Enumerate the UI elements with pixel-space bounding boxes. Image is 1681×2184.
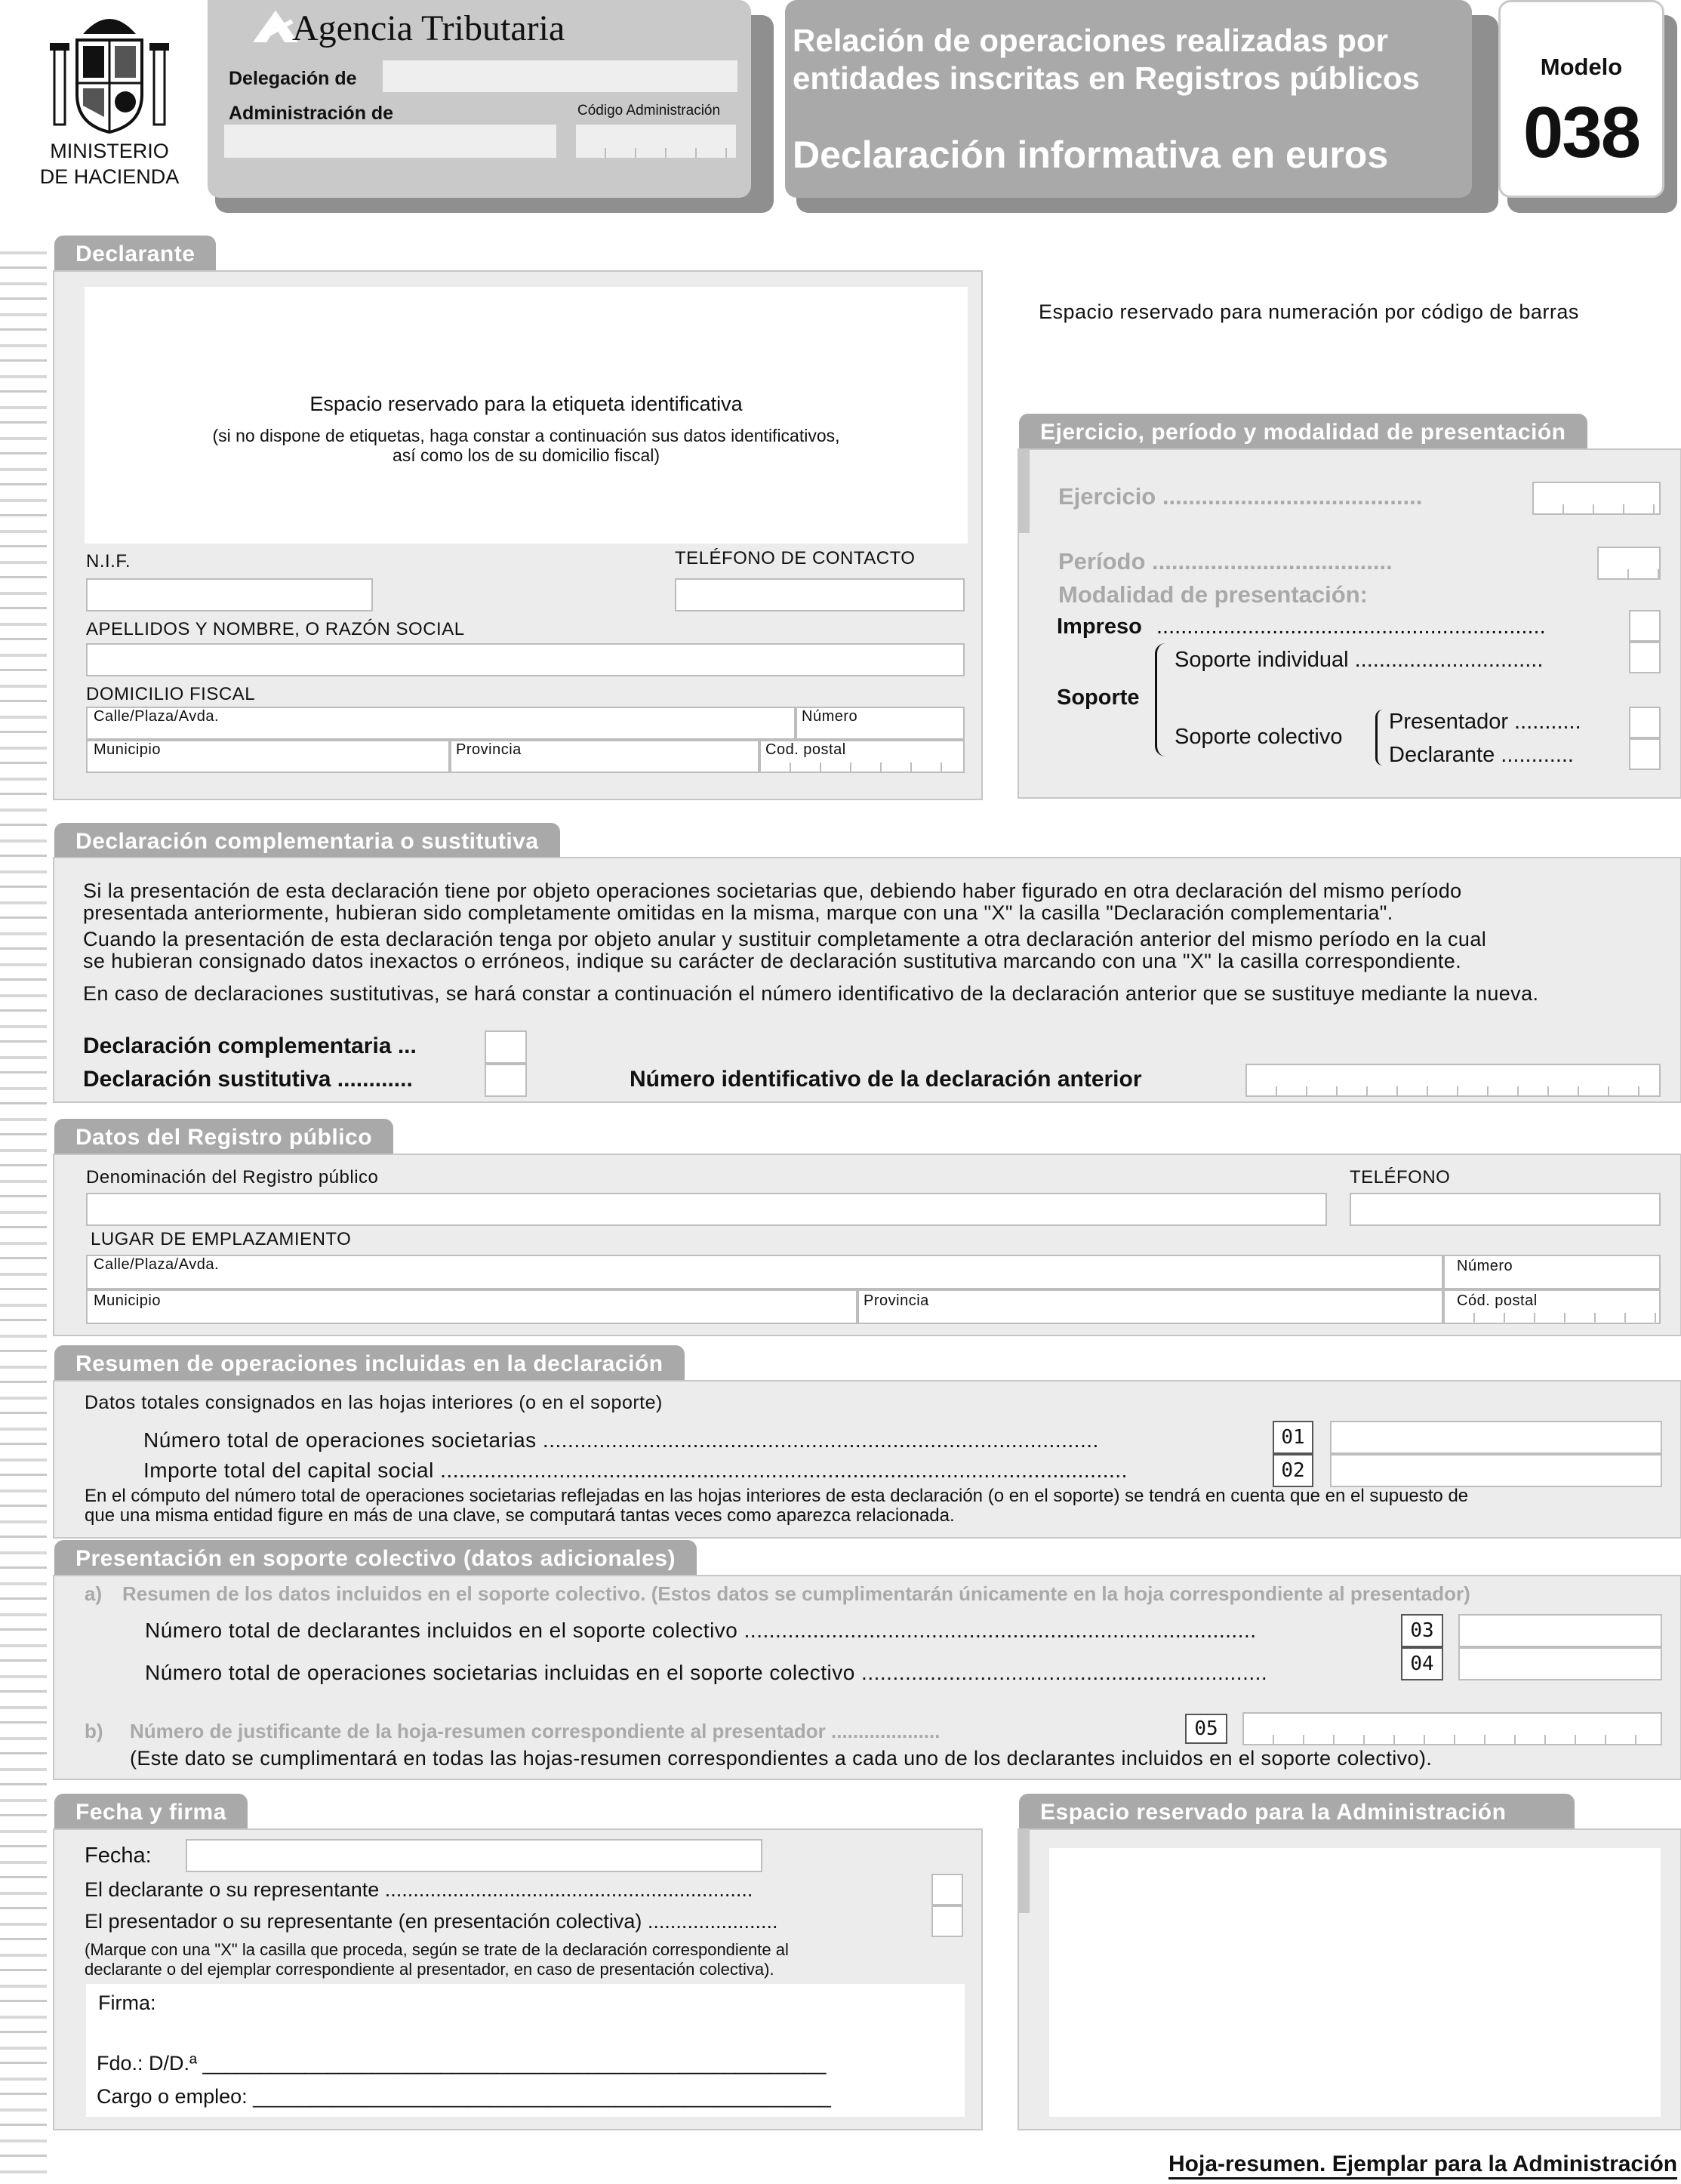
modelo-box <box>1498 0 1664 198</box>
sidebar-pattern <box>0 238 47 2184</box>
code-03: 03 <box>1401 1614 1443 1647</box>
colectivo-brace <box>1375 710 1388 765</box>
resumen-row1-label: Número total de operaciones societarias ......................................................................................... <box>143 1428 1099 1452</box>
administracion-input[interactable] <box>224 125 556 158</box>
modelo-label: Modelo <box>1540 54 1623 80</box>
label-space <box>85 287 968 544</box>
numero-anterior-label: Número identificativo de la declaración anterior <box>630 1067 1142 1092</box>
modalidad-label: Modalidad de presentación: <box>1058 581 1368 608</box>
colectivo-b-text: Número de justificante de la hoja-resumen correspondiente al presentador .................... <box>130 1720 941 1742</box>
firma-box[interactable] <box>86 1984 965 2117</box>
nif-label: N.I.F. <box>86 551 131 571</box>
colectivo-row3-label: Número total de declarantes incluidos en el soporte colectivo .................................................................................. <box>145 1619 1257 1642</box>
registro-telefono-input[interactable] <box>1350 1193 1661 1226</box>
firma-note1: (Marque con una "X" la casilla que proceda, según se trate de la declaración correspondiente al <box>85 1940 789 1959</box>
title-line1: Relación de operaciones realizadas por <box>793 23 1388 58</box>
registro-telefono-label: TELÉFONO <box>1350 1167 1451 1187</box>
municipio-label: Municipio <box>94 741 161 758</box>
title-box <box>785 0 1472 198</box>
firma-declarante-checkbox[interactable] <box>931 1874 963 1905</box>
resumen-row2-label: Importe total del capital social .............................................................................................................. <box>143 1459 1128 1482</box>
comp-p2-line2: se hubieran consignado datos inexactos o erróneos, indique su carácter de declaración sustitutiva marcando con una "X" la casilla correspondiente. <box>83 950 1462 972</box>
apellidos-label: APELLIDOS Y NOMBRE, O RAZÓN SOCIAL <box>86 619 465 639</box>
complementaria-panel <box>53 857 1681 1103</box>
comp-p3: En caso de declaraciones sustitutivas, se hará constar a continuación el número identificativo de la declaración anterior que se sustituye mediante la nueva. <box>83 982 1539 1005</box>
comp-p1-line1: Si la presentación de esta declaración tiene por objeto operaciones societarias que, debiendo haber figurado en otra declaración del mismo período <box>83 879 1462 902</box>
numero-label: Número <box>802 708 858 725</box>
telefono-input[interactable] <box>675 578 965 611</box>
periodo-input[interactable] <box>1597 547 1661 580</box>
agency-title: Agencia Tributaria <box>292 8 565 48</box>
comp-p1-line2: presentada anteriormente, hubieran sido completamente omitidas en la misma, marque con una "X" la casilla "Declaración complementaria". <box>83 901 1393 924</box>
delegacion-label: Delegación de <box>229 68 357 89</box>
firma-panel <box>53 1828 983 2130</box>
importe-capital-input[interactable] <box>1330 1454 1662 1487</box>
ejercicio-panel <box>1018 448 1681 799</box>
domicilio-label: DOMICILIO FISCAL <box>86 684 256 704</box>
label-space-note2: así como los de su domicilio fiscal) <box>392 445 660 465</box>
registro-municipio-label: Municipio <box>94 1292 161 1309</box>
provincia-label: Provincia <box>456 741 522 758</box>
complementaria-checkbox[interactable] <box>485 1030 527 1064</box>
declarante-checkbox[interactable] <box>1629 738 1661 770</box>
colectivo-b-label: b) <box>85 1720 103 1742</box>
tab-declarante: Declarante <box>54 236 216 273</box>
tab-ejercicio: Ejercicio, período y modalidad de presentación <box>1019 414 1587 451</box>
barcode-space: Espacio reservado para numeración por código de barras <box>1039 300 1579 323</box>
firma-note2: declarante o del ejemplar correspondiente al presentador, en caso de presentación colectiva). <box>85 1960 774 1979</box>
delegacion-input[interactable] <box>383 60 737 92</box>
presentador-checkbox[interactable] <box>1629 707 1661 738</box>
title-line2: entidades inscritas en Registros públicos <box>793 60 1420 96</box>
registro-municipio-input[interactable] <box>86 1289 857 1324</box>
denominacion-input[interactable] <box>86 1193 1327 1226</box>
code-04: 04 <box>1401 1647 1443 1680</box>
periodo-label: Período ..................................... <box>1058 548 1393 574</box>
complementaria-label: Declaración complementaria ... <box>83 1033 417 1058</box>
impreso-label: Impreso <box>1057 615 1142 639</box>
codpostal-label: Cod. postal <box>765 741 846 758</box>
ejercicio-input[interactable] <box>1532 482 1661 515</box>
ministry-name-line2: DE HACIENDA <box>39 165 180 188</box>
colectivo-a-text: Resumen de los datos incluidos en el soporte colectivo. (Estos datos se cumplimentarán únicamente en la hoja correspondiente al presentador) <box>122 1582 1470 1605</box>
coat-of-arms-icon <box>23 4 196 140</box>
sustitutiva-checkbox[interactable] <box>485 1064 527 1097</box>
soporte-individual-label: Soporte individual ............................... <box>1175 648 1544 672</box>
ejercicio-accent <box>1019 450 1030 533</box>
calle-label: Calle/Plaza/Avda. <box>94 708 219 725</box>
ministry-name-line1: MINISTERIO <box>50 140 169 162</box>
impreso-dots: ................................................................ <box>1156 615 1546 639</box>
numero-anterior-input[interactable] <box>1245 1064 1661 1097</box>
admin-space <box>1049 1848 1661 2117</box>
code-05: 05 <box>1185 1714 1227 1744</box>
soporte-individual-checkbox[interactable] <box>1629 642 1661 673</box>
administracion-label: Administración de <box>229 103 394 124</box>
fdo-line: Fdo.: D/D.ª _______________________________________________________ <box>97 2052 827 2075</box>
registro-calle-label: Calle/Plaza/Avda. <box>94 1256 219 1273</box>
firma-presentador-label: El presentador o su representante (en presentación colectiva) ....................... <box>85 1910 778 1933</box>
cargo-line: Cargo o empleo: ___________________________________________________ <box>97 2085 831 2108</box>
resumen-note1: En el cómputo del número total de operaciones societarias reflejadas en las hojas interiores de esta declaración (o en el soporte) se tendrá en cuenta que en el supuesto de <box>85 1486 1469 1506</box>
tab-resumen: Resumen de operaciones incluidas en la declaración <box>54 1345 685 1383</box>
registro-provincia-input[interactable] <box>857 1289 1443 1324</box>
fecha-label: Fecha: <box>85 1844 152 1868</box>
tab-colectivo: Presentación en soporte colectivo (datos adicionales) <box>54 1540 697 1578</box>
nif-input[interactable] <box>86 578 373 611</box>
code-01: 01 <box>1273 1421 1313 1454</box>
admin-panel <box>1018 1828 1681 2130</box>
telefono-label: TELÉFONO DE CONTACTO <box>675 548 916 568</box>
declarante-panel <box>53 270 983 800</box>
ejercicio-label: Ejercicio ........................................ <box>1058 483 1423 510</box>
impreso-checkbox[interactable] <box>1629 610 1661 642</box>
registro-panel <box>53 1154 1681 1336</box>
label-space-note1: (si no dispone de etiquetas, haga constar a continuación sus datos identificativos, <box>212 426 840 445</box>
apellidos-input[interactable] <box>86 643 965 676</box>
agency-box <box>208 0 751 198</box>
colectivo-b-note: (Este dato se cumplimentará en todas las hojas-resumen correspondientes a cada uno de los declarantes incluidos en el soporte colectivo). <box>130 1747 1433 1770</box>
modelo-number: 038 <box>1522 92 1640 173</box>
label-space-title: Espacio reservado para la etiqueta identificativa <box>309 393 743 415</box>
resumen-panel <box>53 1380 1681 1539</box>
tab-registro: Datos del Registro público <box>54 1119 393 1157</box>
registro-calle-input[interactable] <box>86 1255 1443 1289</box>
tab-complementaria: Declaración complementaria o sustitutiva <box>54 823 560 861</box>
registro-provincia-label: Provincia <box>864 1292 929 1309</box>
firma-presentador-checkbox[interactable] <box>931 1905 963 1937</box>
codigo-admin-input[interactable] <box>576 125 736 158</box>
colectivo-panel <box>53 1575 1681 1780</box>
tab-firma: Fecha y firma <box>54 1794 248 1831</box>
title-line3: Declaración informativa en euros <box>793 134 1389 176</box>
total-operaciones-colectivo-input[interactable] <box>1458 1647 1662 1680</box>
fecha-input[interactable] <box>186 1839 762 1872</box>
registro-numero-label: Número <box>1457 1258 1513 1274</box>
soporte-colectivo-label: Soporte colectivo <box>1175 725 1343 749</box>
registro-codpostal-label: Cód. postal <box>1457 1292 1538 1309</box>
soporte-label: Soporte <box>1057 685 1140 710</box>
codigo-admin-label: Código Administración <box>577 103 721 119</box>
firma-label: Firma: <box>98 1991 156 2014</box>
total-operaciones-input[interactable] <box>1330 1421 1662 1454</box>
resumen-intro: Datos totales consignados en las hojas interiores (o en el soporte) <box>85 1392 663 1413</box>
firma-declarante-label: El declarante o su representante ................................................................. <box>85 1878 753 1901</box>
comp-p2-line1: Cuando la presentación de esta declaración tenga por objeto anular y sustituir completamente a otra declaración anterior del mismo período en la cual <box>83 928 1487 950</box>
justificante-input[interactable] <box>1242 1712 1662 1745</box>
soporte-brace <box>1155 643 1172 756</box>
resumen-note2: que una misma entidad figure en más de una clave, se computará tantas veces como aparezca relacionada. <box>85 1505 955 1526</box>
denominacion-label: Denominación del Registro público <box>86 1167 379 1187</box>
footer-text: Hoja-resumen. Ejemplar para la Administración <box>1168 2152 1677 2179</box>
sustitutiva-label: Declaración sustitutiva ............ <box>83 1067 413 1092</box>
code-02: 02 <box>1273 1454 1313 1487</box>
declarante-opt-label: Declarante ............ <box>1389 743 1574 767</box>
presentador-label: Presentador ........... <box>1389 710 1581 734</box>
admin-accent <box>1019 1830 1030 1913</box>
colectivo-a-label: a) <box>85 1582 103 1605</box>
total-declarantes-input[interactable] <box>1458 1614 1662 1647</box>
colectivo-row4-label: Número total de operaciones societarias incluidas en el soporte colectivo ................................................................. <box>145 1661 1268 1684</box>
ministry-logo <box>23 4 196 189</box>
tab-admin: Espacio reservado para la Administración <box>1019 1794 1575 1831</box>
lugar-label: LUGAR DE EMPLAZAMIENTO <box>91 1229 352 1249</box>
